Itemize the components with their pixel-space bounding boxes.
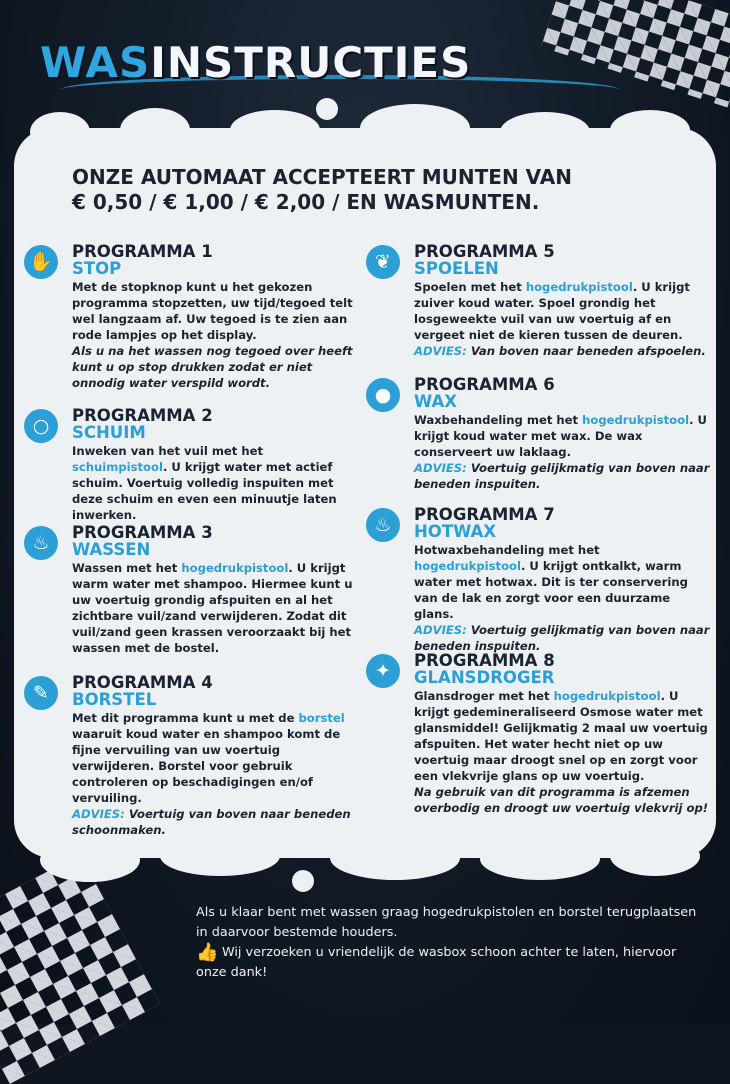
water-flame-icon: ♨ <box>24 526 58 560</box>
program-3: ♨ PROGRAMMA 3 WASSEN Wassen met het hogedrukpistool. U krijgt warm water met shampoo. Hiermee kunt u uw voertuig grondig afspuiten en al het zichtbare vuil/zand verwijderen. Zodat dit vuil/zand geen krassen veroorzaakt bij het wassen met de bostel. <box>24 524 354 656</box>
bubble <box>500 112 590 152</box>
program-advice: ADVIES: Voertuig gelijkmatig van boven naar beneden inspuiten. <box>414 461 710 491</box>
water-drop-icon: ● <box>366 378 400 412</box>
bubble <box>610 110 690 150</box>
program-text: Wassen met het hogedrukpistool. U krijgt warm water met shampoo. Hiermee kunt u uw voertuig grondig afspuiten en al het zichtbare vuil/zand verwijderen. Zodat dit vuil/zand geen krassen veroorzaakt bij het wassen met de bostel. <box>72 561 353 655</box>
program-text: Inweken van het vuil met het schuimpistool. U krijgt water met actief schuim. Voertuig volledig inspuiten met deze schuim en even een minuutje laten inwerken. <box>72 444 337 522</box>
program-advice: ADVIES: Voertuig van boven naar beneden schoonmaken. <box>72 807 351 837</box>
program-5: ❦ PROGRAMMA 5 SPOELEN Spoelen met het hogedrukpistool. U krijgt zuiver koud water. Spoel grondig het losgeweekte vuil van uw voertuig af en vergeet niet de kieren tussen de deuren. ADVIES: Van boven naar beneden afspoelen. <box>366 243 711 359</box>
bubble <box>480 838 600 880</box>
program-text: Spoelen met het hogedrukpistool. U krijgt zuiver koud water. Spoel grondig het losgeweekte vuil van uw voertuig af en vergeet niet de kieren tussen de deuren. <box>414 280 690 342</box>
brush-icon: ✎ <box>24 676 58 710</box>
program-advice: ADVIES: Van boven naar beneden afspoelen. <box>414 344 706 358</box>
program-2: ○ PROGRAMMA 2 SCHUIM Inweken van het vuil met het schuimpistool. U krijgt water met actief schuim. Voertuig volledig inspuiten met deze schuim en even een minuutje laten inwerken. <box>24 407 354 523</box>
program-note: Na gebruik van dit programma is afzemen overbodig en droogt uw voertuig vlekvrij op! <box>414 785 709 815</box>
program-text: Waxbehandeling met het hogedrukpistool. U krijgt koud water met wax. De wax conserveert uw laklaag. <box>414 413 707 459</box>
footer-line-2: 👍 Wij verzoeken u vriendelijk de wasbox schoon achter te laten, hiervoor onze dank! <box>196 942 677 980</box>
program-8: ✦ PROGRAMMA 8 GLANSDROGER Glansdroger met het hogedrukpistool. U krijgt gedemineraliseerd Osmose water met glansmiddel! Gelijkmatig 2 maal uw voertuig afspuiten. Het water hecht niet op uw voertuig maar droogt snel op en zorgt voor een vlekvrije glans op uw voertuig. Na gebruik van dit programma is afzemen overbodig en droogt uw voertuig vlekvrij op! <box>366 652 711 816</box>
program-text: Met de stopknop kunt u het gekozen programma stopzetten, uw tijd/tegoed telt wel langzaam af. Uw tegoed is te zien aan rode lampjes op het display. <box>72 280 353 342</box>
sparkle-icon: ✦ <box>366 654 400 688</box>
bubble <box>316 98 338 120</box>
bubble <box>120 108 190 152</box>
bubble <box>292 870 314 892</box>
bubble <box>40 838 140 882</box>
program-1: ✋ PROGRAMMA 1 STOP Met de stopknop kunt u het gekozen programma stopzetten, uw tijd/tegoed telt wel langzaam af. Uw tegoed is te zien aan rode lampjes op het display. Als u na het wassen nog tegoed over heeft kunt u op stop drukken zodat er niet onnodig water verspild wordt. <box>24 243 354 391</box>
bubble <box>610 836 700 876</box>
footer-line-1: Als u klaar bent met wassen graag hogedrukpistolen en borstel terugplaatsen in daarvoor bestemde houders. <box>196 905 697 940</box>
coin-heading: ONZE AUTOMAAT ACCEPTEERT MUNTEN VAN € 0,50 / € 1,00 / € 2,00 / EN WASMUNTEN. <box>72 165 572 214</box>
program-text: Glansdroger met het hogedrukpistool. U krijgt gedemineraliseerd Osmose water met glansmiddel! Gelijkmatig 2 maal uw voertuig afspuiten. Het water hecht niet op uw voertuig maar droogt snel op en zorgt voor een vlekvrije glans op uw voertuig. <box>414 689 708 783</box>
page-title: WASINSTRUCTIES <box>40 38 472 87</box>
thumbs-up-icon: 👍 <box>196 942 219 963</box>
hot-drop-icon: ♨ <box>366 508 400 542</box>
bubble <box>360 104 470 152</box>
bubble <box>160 836 280 876</box>
program-6: ● PROGRAMMA 6 WAX Waxbehandeling met het hogedrukpistool. U krijgt koud water met wax. De wax conserveert uw laklaag. ADVIES: Voertuig gelijkmatig van boven naar beneden inspuiten. <box>366 376 711 492</box>
footer-note <box>196 903 706 983</box>
splash-icon: ❦ <box>366 245 400 279</box>
program-note: Als u na het wassen nog tegoed over heeft kunt u op stop drukken zodat er niet onnodig water verspild wordt. <box>72 344 353 390</box>
program-7: ♨ PROGRAMMA 7 HOTWAX Hotwaxbehandeling met het hogedrukpistool. U krijgt ontkalkt, warm water met hotwax. Dit is ter conservering van de lak en zorgt voor een duurzame glans. ADVIES: Voertuig gelijkmatig van boven naar beneden inspuiten. <box>366 506 711 654</box>
program-4: ✎ PROGRAMMA 4 BORSTEL Met dit programma kunt u met de borstel waaruit koud water en shampoo komt de fijne vervuiling van uw voertuig verwijderen. Borstel voor gebruik controleren op beschadigingen en/of vervuiling. ADVIES: Voertuig van boven naar beneden schoonmaken. <box>24 674 354 838</box>
program-text: Hotwaxbehandeling met het hogedrukpistool. U krijgt ontkalkt, warm water met hotwax. Dit is ter conservering van de lak en zorgt voor een duurzame glans. <box>414 543 688 621</box>
foam-bubbles-icon: ○ <box>24 409 58 443</box>
hand-stop-icon: ✋ <box>24 245 58 279</box>
bubble <box>30 112 90 152</box>
bubble <box>230 110 320 150</box>
program-text: Met dit programma kunt u met de borstel waaruit koud water en shampoo komt de fijne vervuiling van uw voertuig verwijderen. Borstel voor gebruik controleren op beschadigingen en/of vervuiling. <box>72 711 345 805</box>
bubble <box>330 836 460 880</box>
program-advice: ADVIES: Voertuig gelijkmatig van boven naar beneden inspuiten. <box>414 623 710 653</box>
